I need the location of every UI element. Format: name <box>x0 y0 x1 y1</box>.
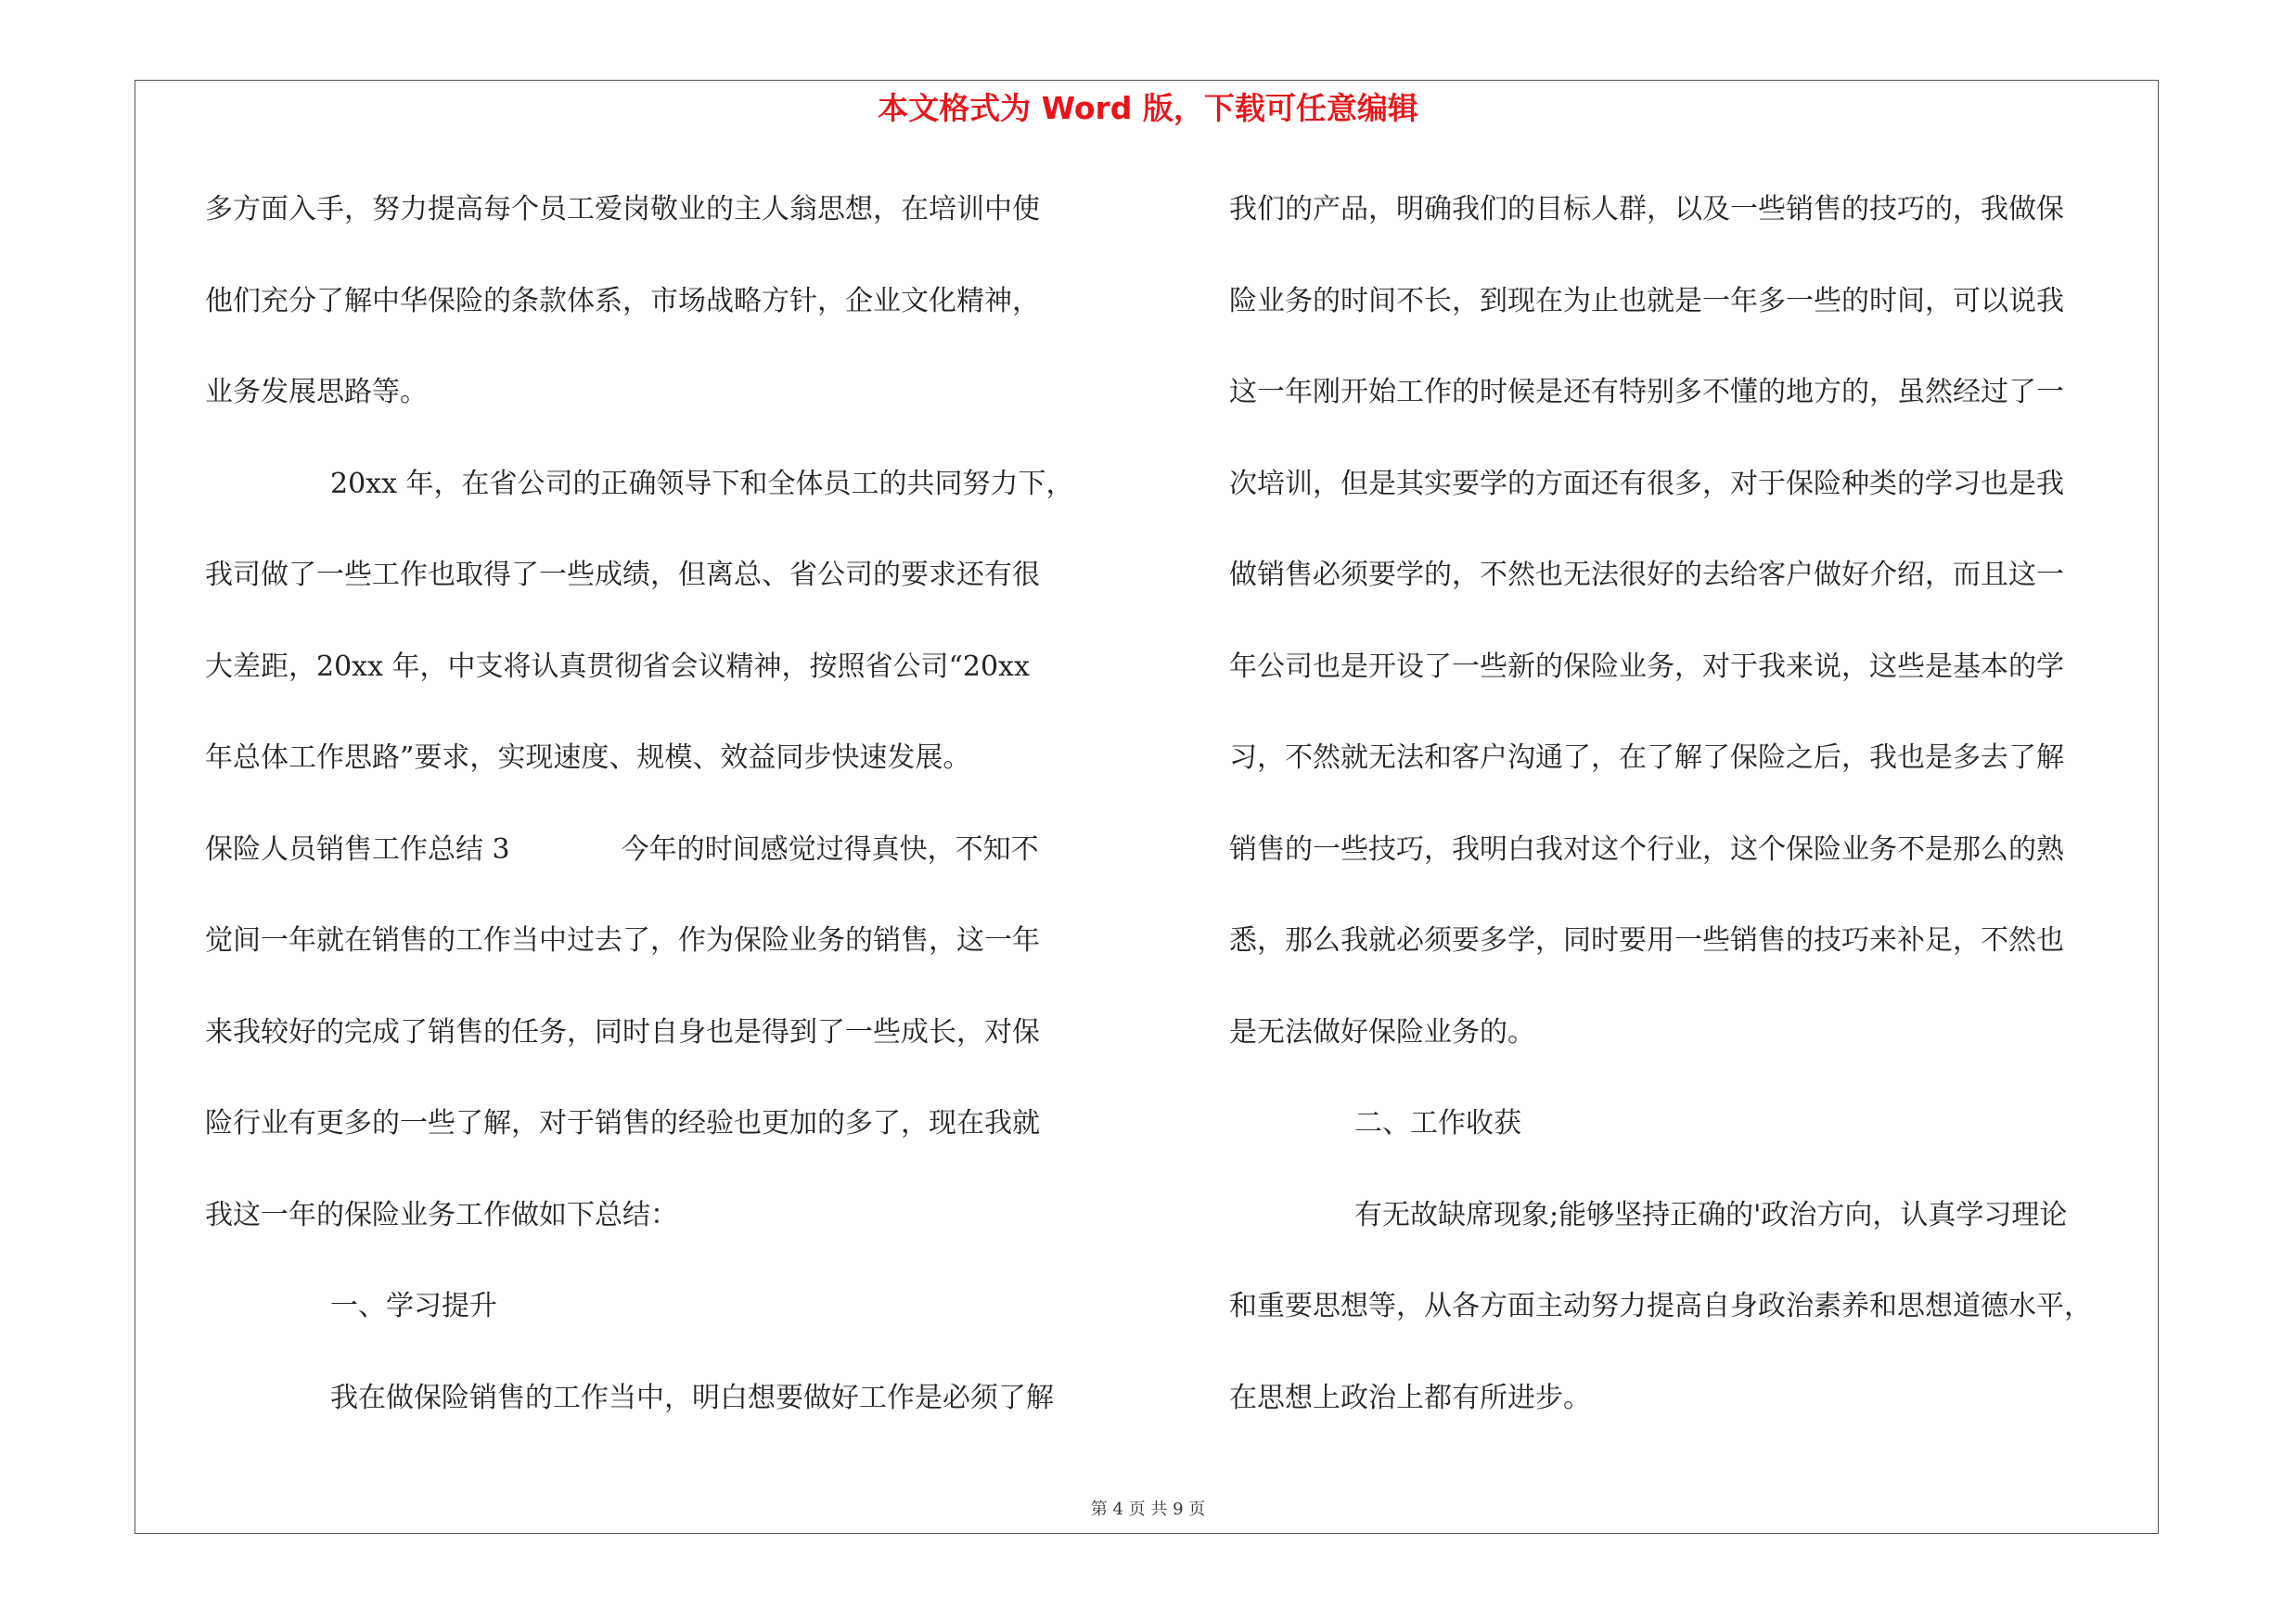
text-line: 次培训，但是其实要学的方面还有很多，对于保险种类的学习也是我 <box>1229 467 2064 500</box>
text-line: 悉，那么我就必须要多学，同时要用一些销售的技巧来补足，不然也 <box>1229 924 2064 957</box>
text-line: 习，不然就无法和客户沟通了，在了解了保险之后，我也是多去了解 <box>1229 741 2064 774</box>
page-number: 第 4 页 共 9 页 <box>1090 1500 1206 1519</box>
text-line: 大差距，20xx 年，中支将认真贯彻省会议精神，按照省公司“20xx <box>205 650 1030 683</box>
right-column <box>1229 186 2148 1465</box>
section-heading: 二、工作收获 <box>1354 1107 1521 1140</box>
text-line: 这一年刚开始工作的时候是还有特别多不懂的地方的，虽然经过了一 <box>1229 376 2064 408</box>
text-line: 年总体工作思路”要求，实现速度、规模、效益同步快速发展。 <box>205 741 971 774</box>
text-line: 我们的产品，明确我们的目标人群，以及一些销售的技巧的，我做保 <box>1229 193 2064 225</box>
text-line: 是无法做好保险业务的。 <box>1229 1015 1535 1049</box>
text-line: 我在做保险销售的工作当中，明白想要做好工作是必须了解 <box>330 1381 1054 1414</box>
text-line: 我司做了一些工作也取得了一些成绩，但离总、省公司的要求还有很 <box>205 559 1040 591</box>
text-line: 险业务的时间不长，到现在为止也就是一年多一些的时间，可以说我 <box>1229 284 2064 317</box>
text-line: 销售的一些技巧，我明白我对这个行业，这个保险业务不是那么的熟 <box>1229 832 2064 866</box>
text-line: 来我较好的完成了销售的任务，同时自身也是得到了一些成长，对保 <box>205 1015 1040 1049</box>
text-line: 有无故缺席现象;能够坚持正确的'政治方向，认真学习理论 <box>1354 1198 2068 1231</box>
page-header: 本文格式为 Word 版，下载可任意编辑 <box>878 90 1418 126</box>
text-line: 险行业有更多的一些了解，对于销售的经验也更加的多了，现在我就 <box>205 1107 1040 1140</box>
text-line: 年公司也是开设了一些新的保险业务，对于我来说，这些是基本的学 <box>1229 650 2064 683</box>
text-line: 做销售必须要学的，不然也无法很好的去给客户做好介绍，而且这一 <box>1229 559 2064 591</box>
text-line: 我这一年的保险业务工作做如下总结： <box>205 1198 678 1231</box>
section-heading: 一、学习提升 <box>330 1290 497 1322</box>
text-line: 保险人员销售工作总结 3 今年的时间感觉过得真快，不知不 <box>205 832 1039 866</box>
text-line: 在思想上政治上都有所进步。 <box>1229 1381 1591 1414</box>
text-line: 业务发展思路等。 <box>205 376 428 408</box>
text-line: 多方面入手，努力提高每个员工爱岗敬业的主人翁思想，在培训中使 <box>205 193 1040 225</box>
text-line: 20xx 年，在省公司的正确领导下和全体员工的共同努力下， <box>330 467 1074 500</box>
text-line: 他们充分了解中华保险的条款体系，市场战略方针，企业文化精神， <box>205 284 1040 317</box>
text-line: 和重要思想等，从各方面主动努力提高自身政治素养和思想道德水平， <box>1229 1290 2092 1322</box>
text-line: 觉间一年就在销售的工作当中过去了，作为保险业务的销售，这一年 <box>205 924 1040 957</box>
left-column <box>205 186 1128 1465</box>
